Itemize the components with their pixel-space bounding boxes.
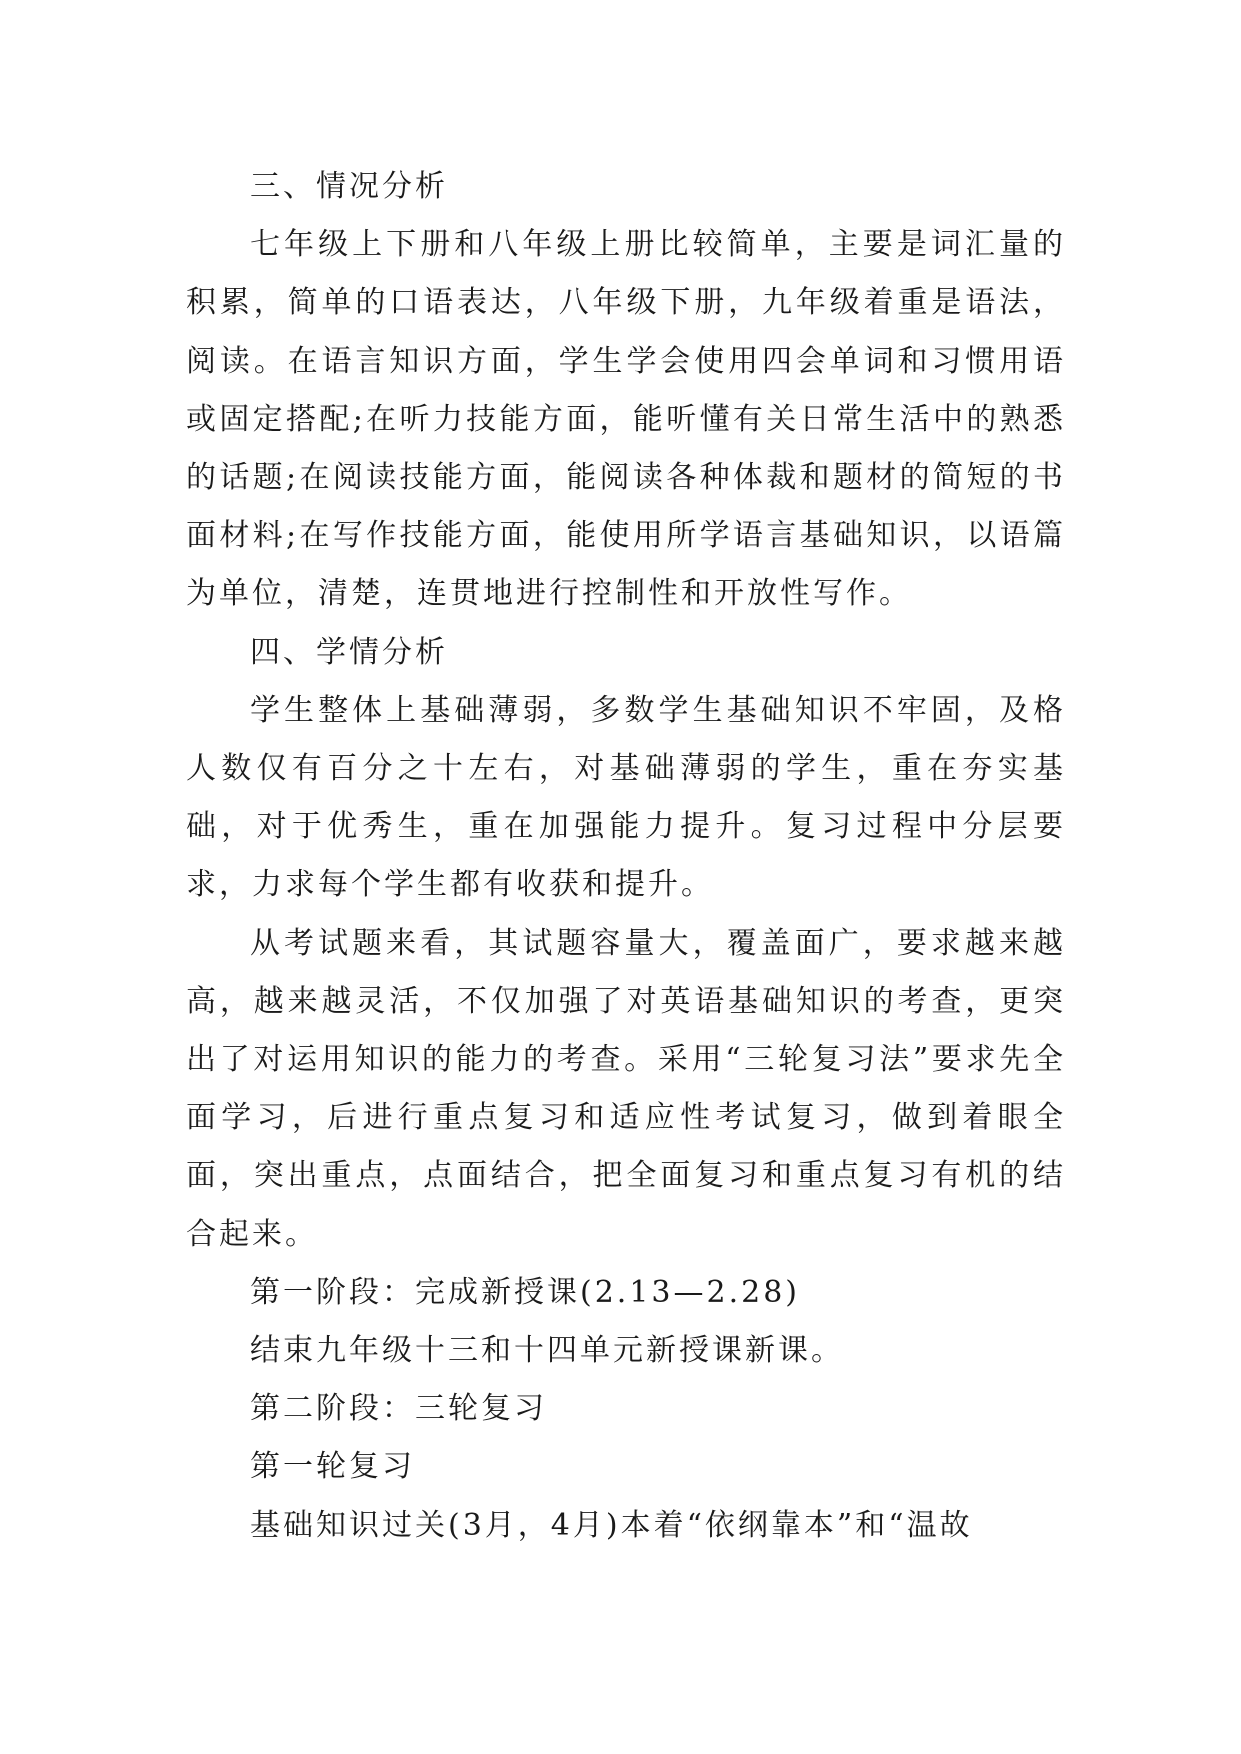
- round-one-heading: 第一轮复习: [250, 1449, 415, 1485]
- paragraph-student-analysis: 学生整体上基础薄弱，多数学生基础知识不牢固，及格人数仅有百分之十左右，对基础薄弱的学生，重在夯实基础，对于优秀生，重在加强能力提升。复习过程中分层要求，力求每个学生都有收获和提升。: [186, 692, 1066, 903]
- round-one-description: 基础知识过关(3月，4月)本着“依纲靠本”和“温故: [250, 1507, 973, 1543]
- paragraph-exam-analysis: 从考试题来看，其试题容量大，覆盖面广，要求越来越高，越来越灵活，不仅加强了对英语基础知识的考查，更突出了对运用知识的能力的考查。采用“三轮复习法”要求先全面学习，后进行重点复习和适应性考试复习，做到着眼全面，突出重点，点面结合，把全面复习和重点复习有机的结合起来。: [186, 925, 1066, 1252]
- section-heading-student-analysis: 四、学情分析: [250, 634, 448, 670]
- document-body: [186, 158, 1066, 1555]
- stage-one-heading: 第一阶段：完成新授课(2.13—2.28): [250, 1274, 801, 1310]
- paragraph-situation-analysis: 七年级上下册和八年级上册比较简单，主要是词汇量的积累，简单的口语表达，八年级下册，九年级着重是语法，阅读。在语言知识方面，学生学会使用四会单词和习惯用语或固定搭配;在听力技能方面，能听懂有关日常生活中的熟悉的话题;在阅读技能方面，能阅读各种体裁和题材的简短的书面材料;在写作技能方面，能使用所学语言基础知识，以语篇为单位，清楚，连贯地进行控制性和开放性写作。: [186, 227, 1066, 612]
- stage-two-heading: 第二阶段：三轮复习: [250, 1391, 547, 1427]
- stage-one-description: 结束九年级十三和十四单元新授课新课。: [250, 1333, 844, 1369]
- section-heading-situation-analysis: 三、情况分析: [250, 169, 448, 204]
